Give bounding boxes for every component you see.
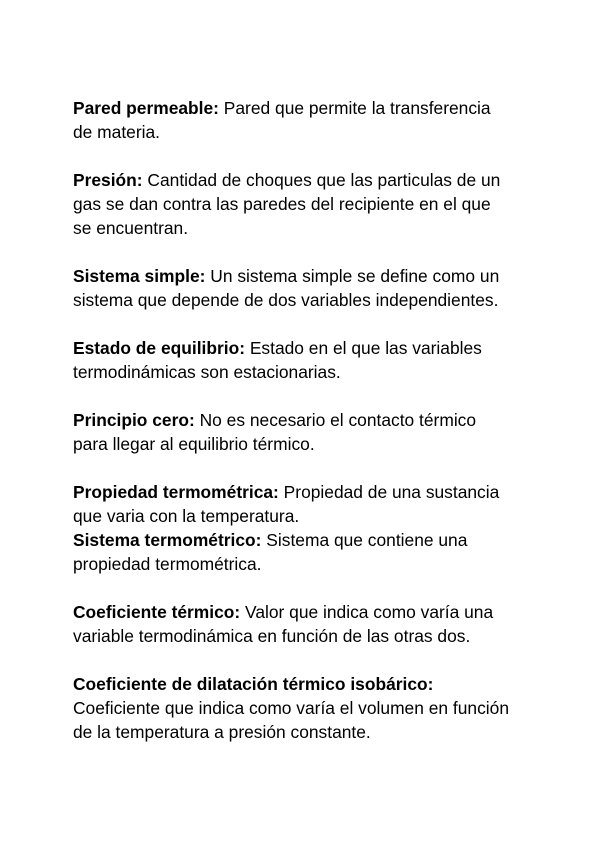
definition-line: de la temperatura a presión constante.	[73, 722, 371, 742]
definition-line: se encuentran.	[73, 218, 189, 238]
definition-text: Propiedad de una sustancia	[278, 482, 500, 502]
definition-line	[73, 600, 533, 624]
definition-sistema-termometrico	[73, 528, 533, 576]
definition-term: Sistema simple:	[73, 266, 206, 286]
definition-text: Valor que indica como varía una	[240, 602, 494, 622]
definition-term: Principio cero:	[73, 410, 195, 430]
definitions-list	[73, 96, 533, 744]
definition-principio-cero	[73, 408, 533, 456]
definition-line: para llegar al equilibrio térmico.	[73, 434, 315, 454]
definition-line	[73, 528, 533, 552]
definition-term: Coeficiente térmico:	[73, 602, 241, 622]
definition-line: Coeficiente que indica como varía el volumen en función	[73, 698, 509, 718]
definition-pared-permeable	[73, 96, 533, 144]
definition-line: termodinámicas son estacionarias.	[73, 362, 341, 382]
definition-text: No es necesario el contacto térmico	[194, 410, 477, 430]
definition-text: Un sistema simple se define como un	[205, 266, 500, 286]
definition-coeficiente-dilatacion	[73, 672, 533, 744]
definition-term: Coeficiente de dilatación térmico isobárico:	[73, 674, 434, 694]
definition-line	[73, 336, 533, 360]
definition-line	[73, 672, 533, 696]
definition-line	[73, 168, 533, 192]
definition-text: Estado en el que las variables	[245, 338, 482, 358]
definition-propiedad-termometrica	[73, 480, 533, 528]
definition-term: Sistema termométrico:	[73, 530, 262, 550]
definition-text: Pared que permite la transferencia	[218, 98, 491, 118]
definition-text: Sistema que contiene una	[261, 530, 468, 550]
definition-coeficiente-termico	[73, 600, 533, 648]
definition-line: variable termodinámica en función de las otras dos.	[73, 626, 471, 646]
definition-line: sistema que depende de dos variables independientes.	[73, 290, 499, 310]
definition-line: de materia.	[73, 122, 160, 142]
definition-line	[73, 96, 533, 120]
definition-line	[73, 408, 533, 432]
definition-term: Presión:	[73, 170, 143, 190]
definition-presion	[73, 168, 533, 240]
definition-term: Propiedad termométrica:	[73, 482, 279, 502]
definition-term: Estado de equilibrio:	[73, 338, 245, 358]
definition-text: Cantidad de choques que las particulas de un	[142, 170, 501, 190]
definition-estado-de-equilibrio	[73, 336, 533, 384]
definition-line	[73, 264, 533, 288]
definition-term: Pared permeable:	[73, 98, 219, 118]
definition-line: propiedad termométrica.	[73, 554, 262, 574]
definition-sistema-simple	[73, 264, 533, 312]
definition-line: gas se dan contra las paredes del recipiente en el que	[73, 194, 491, 214]
definition-line: que varia con la temperatura.	[73, 506, 300, 526]
definition-line	[73, 480, 533, 504]
